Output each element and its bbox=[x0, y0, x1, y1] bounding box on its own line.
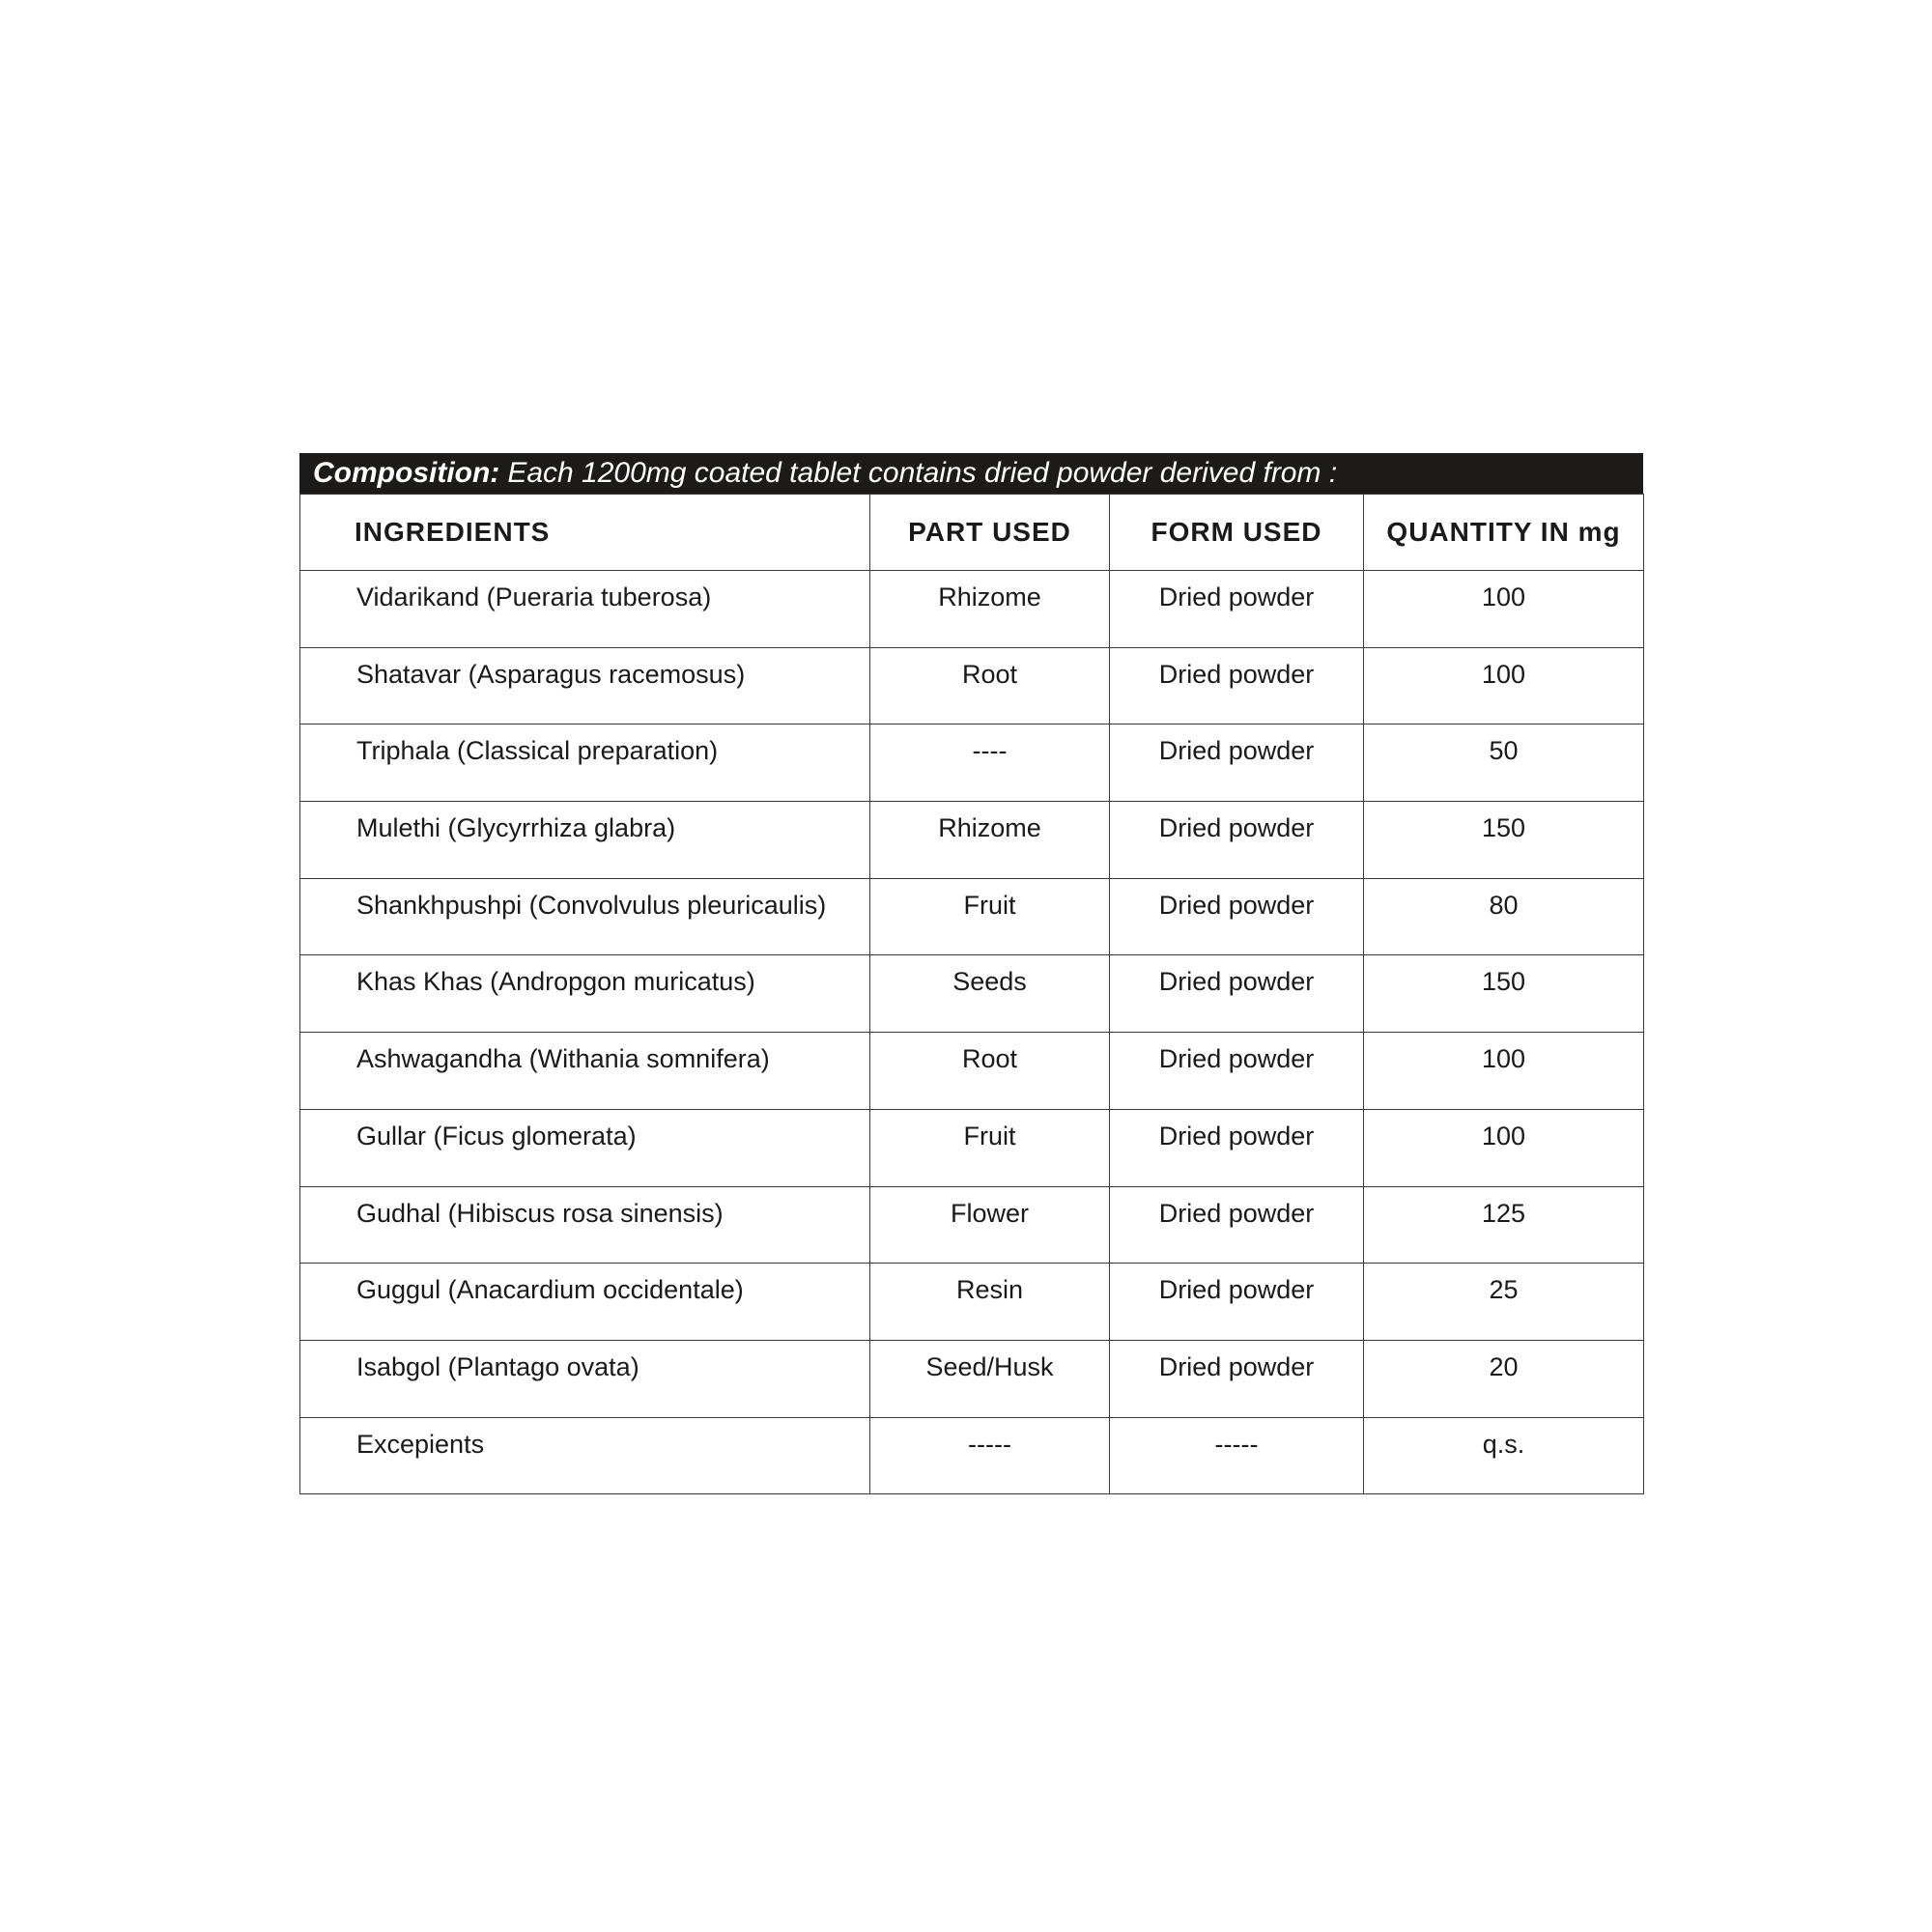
form-used-cell: Dried powder bbox=[1110, 1033, 1364, 1110]
quantity-cell: 150 bbox=[1364, 802, 1644, 879]
quantity-cell: 20 bbox=[1364, 1340, 1644, 1417]
table-row bbox=[300, 571, 1644, 648]
header-ingredients: INGREDIENTS bbox=[300, 495, 870, 571]
table-row bbox=[300, 1340, 1644, 1417]
form-used-cell: Dried powder bbox=[1110, 724, 1364, 802]
composition-description: Each 1200mg coated tablet contains dried powder derived from : bbox=[507, 457, 1338, 489]
table-body bbox=[300, 571, 1644, 1494]
ingredient-cell: Mulethi (Glycyrrhiza glabra) bbox=[300, 802, 870, 879]
ingredient-cell: Khas Khas (Andropgon muricatus) bbox=[300, 955, 870, 1033]
quantity-cell: 125 bbox=[1364, 1186, 1644, 1264]
quantity-cell: 80 bbox=[1364, 878, 1644, 955]
header-form-used: FORM USED bbox=[1110, 495, 1364, 571]
part-used-cell: Flower bbox=[870, 1186, 1110, 1264]
composition-banner bbox=[299, 453, 1643, 494]
ingredient-cell: Triphala (Classical preparation) bbox=[300, 724, 870, 802]
table-row bbox=[300, 1417, 1644, 1494]
part-used-cell: ---- bbox=[870, 724, 1110, 802]
part-used-cell: Rhizome bbox=[870, 571, 1110, 648]
quantity-cell: 150 bbox=[1364, 955, 1644, 1033]
form-used-cell: Dried powder bbox=[1110, 571, 1364, 648]
table-row bbox=[300, 955, 1644, 1033]
form-used-cell: Dried powder bbox=[1110, 1264, 1364, 1341]
table-row bbox=[300, 724, 1644, 802]
ingredient-cell: Gullar (Ficus glomerata) bbox=[300, 1109, 870, 1186]
table-row bbox=[300, 1186, 1644, 1264]
quantity-cell: 50 bbox=[1364, 724, 1644, 802]
header-part-used: PART USED bbox=[870, 495, 1110, 571]
table-row bbox=[300, 1264, 1644, 1341]
ingredient-cell: Shankhpushpi (Convolvulus pleuricaulis) bbox=[300, 878, 870, 955]
part-used-cell: Root bbox=[870, 647, 1110, 724]
composition-sheet bbox=[299, 453, 1643, 1494]
ingredient-cell: Shatavar (Asparagus racemosus) bbox=[300, 647, 870, 724]
part-used-cell: Resin bbox=[870, 1264, 1110, 1341]
header-quantity-label: QUANTITY IN mg bbox=[1386, 517, 1621, 547]
table-row bbox=[300, 878, 1644, 955]
part-used-cell: Fruit bbox=[870, 878, 1110, 955]
quantity-cell: 100 bbox=[1364, 647, 1644, 724]
header-quantity bbox=[1364, 495, 1644, 571]
form-used-cell: Dried powder bbox=[1110, 802, 1364, 879]
ingredient-cell: Isabgol (Plantago ovata) bbox=[300, 1340, 870, 1417]
quantity-cell: 100 bbox=[1364, 1109, 1644, 1186]
part-used-cell: Rhizome bbox=[870, 802, 1110, 879]
composition-table bbox=[299, 494, 1644, 1494]
table-row bbox=[300, 802, 1644, 879]
form-used-cell: Dried powder bbox=[1110, 878, 1364, 955]
composition-label: Composition: bbox=[313, 457, 500, 489]
ingredient-cell: Excepients bbox=[300, 1417, 870, 1494]
table-row bbox=[300, 1109, 1644, 1186]
quantity-cell: q.s. bbox=[1364, 1417, 1644, 1494]
table-row bbox=[300, 647, 1644, 724]
table-header-row bbox=[300, 495, 1644, 571]
form-used-cell: Dried powder bbox=[1110, 1109, 1364, 1186]
quantity-cell: 100 bbox=[1364, 571, 1644, 648]
quantity-cell: 25 bbox=[1364, 1264, 1644, 1341]
part-used-cell: Seed/Husk bbox=[870, 1340, 1110, 1417]
ingredient-cell: Guggul (Anacardium occidentale) bbox=[300, 1264, 870, 1341]
form-used-cell: Dried powder bbox=[1110, 647, 1364, 724]
ingredient-cell: Vidarikand (Pueraria tuberosa) bbox=[300, 571, 870, 648]
form-used-cell: Dried powder bbox=[1110, 1186, 1364, 1264]
table-row bbox=[300, 1033, 1644, 1110]
ingredient-cell: Gudhal (Hibiscus rosa sinensis) bbox=[300, 1186, 870, 1264]
part-used-cell: Fruit bbox=[870, 1109, 1110, 1186]
part-used-cell: ----- bbox=[870, 1417, 1110, 1494]
quantity-cell: 100 bbox=[1364, 1033, 1644, 1110]
form-used-cell: Dried powder bbox=[1110, 1340, 1364, 1417]
part-used-cell: Seeds bbox=[870, 955, 1110, 1033]
form-used-cell: ----- bbox=[1110, 1417, 1364, 1494]
ingredient-cell: Ashwagandha (Withania somnifera) bbox=[300, 1033, 870, 1110]
part-used-cell: Root bbox=[870, 1033, 1110, 1110]
form-used-cell: Dried powder bbox=[1110, 955, 1364, 1033]
